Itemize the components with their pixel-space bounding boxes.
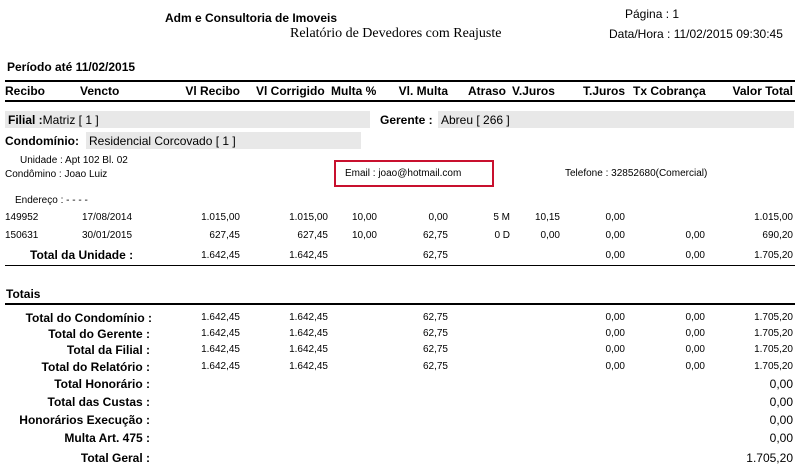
endereco-info: Endereço : - - - -: [15, 195, 88, 206]
totais-t-juros: 0,00: [605, 312, 625, 323]
gerente-label: Gerente :: [380, 113, 433, 127]
filial-row: [8, 113, 99, 127]
column-header-7: V.Juros: [512, 84, 555, 98]
totais-vl-corrigido: 1.642,45: [289, 344, 328, 355]
extras-value: 0,00: [769, 413, 793, 427]
row-tx-cobranca: 0,00: [685, 230, 705, 241]
totais-vl-multa: 62,75: [422, 361, 448, 372]
totais-vl-recibo: 1.642,45: [201, 328, 240, 339]
totais-tx-cobranca: 0,00: [685, 344, 705, 355]
totais-vl-corrigido: 1.642,45: [289, 328, 328, 339]
totais-valor-total: 1.705,20: [754, 312, 793, 323]
totais-vl-recibo: 1.642,45: [201, 361, 240, 372]
unit-total-rule: [5, 265, 795, 266]
totais-label: Total do Condomínio :: [25, 311, 152, 325]
column-header-9: Tx Cobrança: [633, 84, 706, 98]
extras-label: Honorários Execução :: [19, 413, 150, 427]
totais-label: Total do Relatório :: [41, 360, 150, 374]
totais-vl-corrigido: 1.642,45: [289, 361, 328, 372]
row-v-juros: 10,15: [534, 212, 560, 223]
row-atraso: 0 D: [494, 230, 510, 241]
column-header-3: Vl Corrigido: [256, 84, 325, 98]
column-header-10: Valor Total: [732, 84, 793, 98]
totais-valor-total: 1.705,20: [754, 361, 793, 372]
telefone-info: Telefone : 32852680(Comercial): [565, 168, 708, 179]
totais-vl-recibo: 1.642,45: [201, 312, 240, 323]
row-vl-corrigido: 1.015,00: [289, 212, 328, 223]
totais-rule: [5, 303, 795, 305]
column-header-5: Vl. Multa: [398, 84, 448, 98]
totais-t-juros: 0,00: [605, 344, 625, 355]
column-header-2: Vl Recibo: [185, 84, 240, 98]
total-unidade-label: Total da Unidade :: [30, 248, 134, 262]
report-datetime: Data/Hora : 11/02/2015 09:30:45: [609, 27, 783, 41]
extras-label: Multa Art. 475 :: [64, 431, 150, 445]
total-unidade-t-juros: 0,00: [605, 250, 625, 261]
row-recibo: 150631: [5, 230, 39, 241]
filial-label: Filial :: [8, 113, 43, 127]
row-atraso: 5 M: [493, 212, 510, 223]
row-recibo: 149952: [5, 212, 39, 223]
extras-value: 1.705,20: [746, 451, 793, 465]
extras-label: Total Honorário :: [54, 377, 150, 391]
row-vl-multa: 0,00: [428, 212, 448, 223]
total-unidade-vl-recibo: 1.642,45: [201, 250, 240, 261]
header-bottom-rule: [5, 100, 795, 102]
unidade-info: Unidade : Apt 102 Bl. 02: [20, 155, 128, 166]
page-number: Página : 1: [625, 7, 680, 21]
header-top-rule: [5, 80, 795, 82]
row-vl-corrigido: 627,45: [297, 230, 328, 241]
row-multa-pct: 10,00: [351, 230, 377, 241]
row-t-juros: 0,00: [605, 212, 625, 223]
totais-valor-total: 1.705,20: [754, 344, 793, 355]
row-valor-total: 690,20: [762, 230, 793, 241]
period-label: Período até 11/02/2015: [7, 60, 136, 74]
totais-tx-cobranca: 0,00: [685, 361, 705, 372]
row-vencto: 17/08/2014: [82, 212, 133, 223]
totais-title: Totais: [6, 287, 41, 301]
totais-vl-multa: 62,75: [422, 312, 448, 323]
totais-t-juros: 0,00: [605, 361, 625, 372]
row-valor-total: 1.015,00: [754, 212, 793, 223]
total-unidade-valor-total: 1.705,20: [754, 250, 793, 261]
total-unidade-vl-corrigido: 1.642,45: [289, 250, 328, 261]
extras-value: 0,00: [769, 395, 793, 409]
extras-label: Total Geral :: [80, 451, 150, 465]
totais-vl-recibo: 1.642,45: [201, 344, 240, 355]
row-vl-multa: 62,75: [422, 230, 448, 241]
row-vencto: 30/01/2015: [82, 230, 133, 241]
totais-tx-cobranca: 0,00: [685, 328, 705, 339]
extras-value: 0,00: [769, 377, 793, 391]
totais-vl-corrigido: 1.642,45: [289, 312, 328, 323]
extras-value: 0,00: [769, 431, 793, 445]
totais-label: Total da Filial :: [66, 343, 150, 357]
company-name: Adm e Consultoria de Imoveis: [165, 11, 338, 25]
column-header-6: Atraso: [468, 84, 507, 98]
filial-value: Matriz [ 1 ]: [42, 113, 99, 127]
row-v-juros: 0,00: [540, 230, 560, 241]
report-title: Relatório de Devedores com Reajuste: [290, 26, 502, 41]
total-unidade-vl-multa: 62,75: [422, 250, 448, 261]
column-header-8: T.Juros: [582, 84, 625, 98]
email-info: Email : joao@hotmail.com: [345, 168, 462, 179]
row-vl-recibo: 627,45: [209, 230, 240, 241]
totais-valor-total: 1.705,20: [754, 328, 793, 339]
condominio-value: Residencial Corcovado [ 1 ]: [89, 134, 236, 148]
condominio-label: Condomínio:: [5, 134, 79, 148]
totais-vl-multa: 62,75: [422, 328, 448, 339]
total-unidade-tx-cobranca: 0,00: [685, 250, 705, 261]
totais-label: Total do Gerente :: [48, 327, 150, 341]
row-multa-pct: 10,00: [351, 212, 377, 223]
condomino-info: Condômino : Joao Luiz: [5, 169, 108, 180]
column-header-4: Multa %: [331, 84, 377, 98]
row-t-juros: 0,00: [605, 230, 625, 241]
gerente-value: Abreu [ 266 ]: [441, 113, 510, 127]
column-header-0: Recibo: [5, 84, 46, 98]
totais-vl-multa: 62,75: [422, 344, 448, 355]
totais-t-juros: 0,00: [605, 328, 625, 339]
row-vl-recibo: 1.015,00: [201, 212, 240, 223]
extras-label: Total das Custas :: [47, 395, 150, 409]
totais-tx-cobranca: 0,00: [685, 312, 705, 323]
column-header-1: Vencto: [80, 84, 120, 98]
